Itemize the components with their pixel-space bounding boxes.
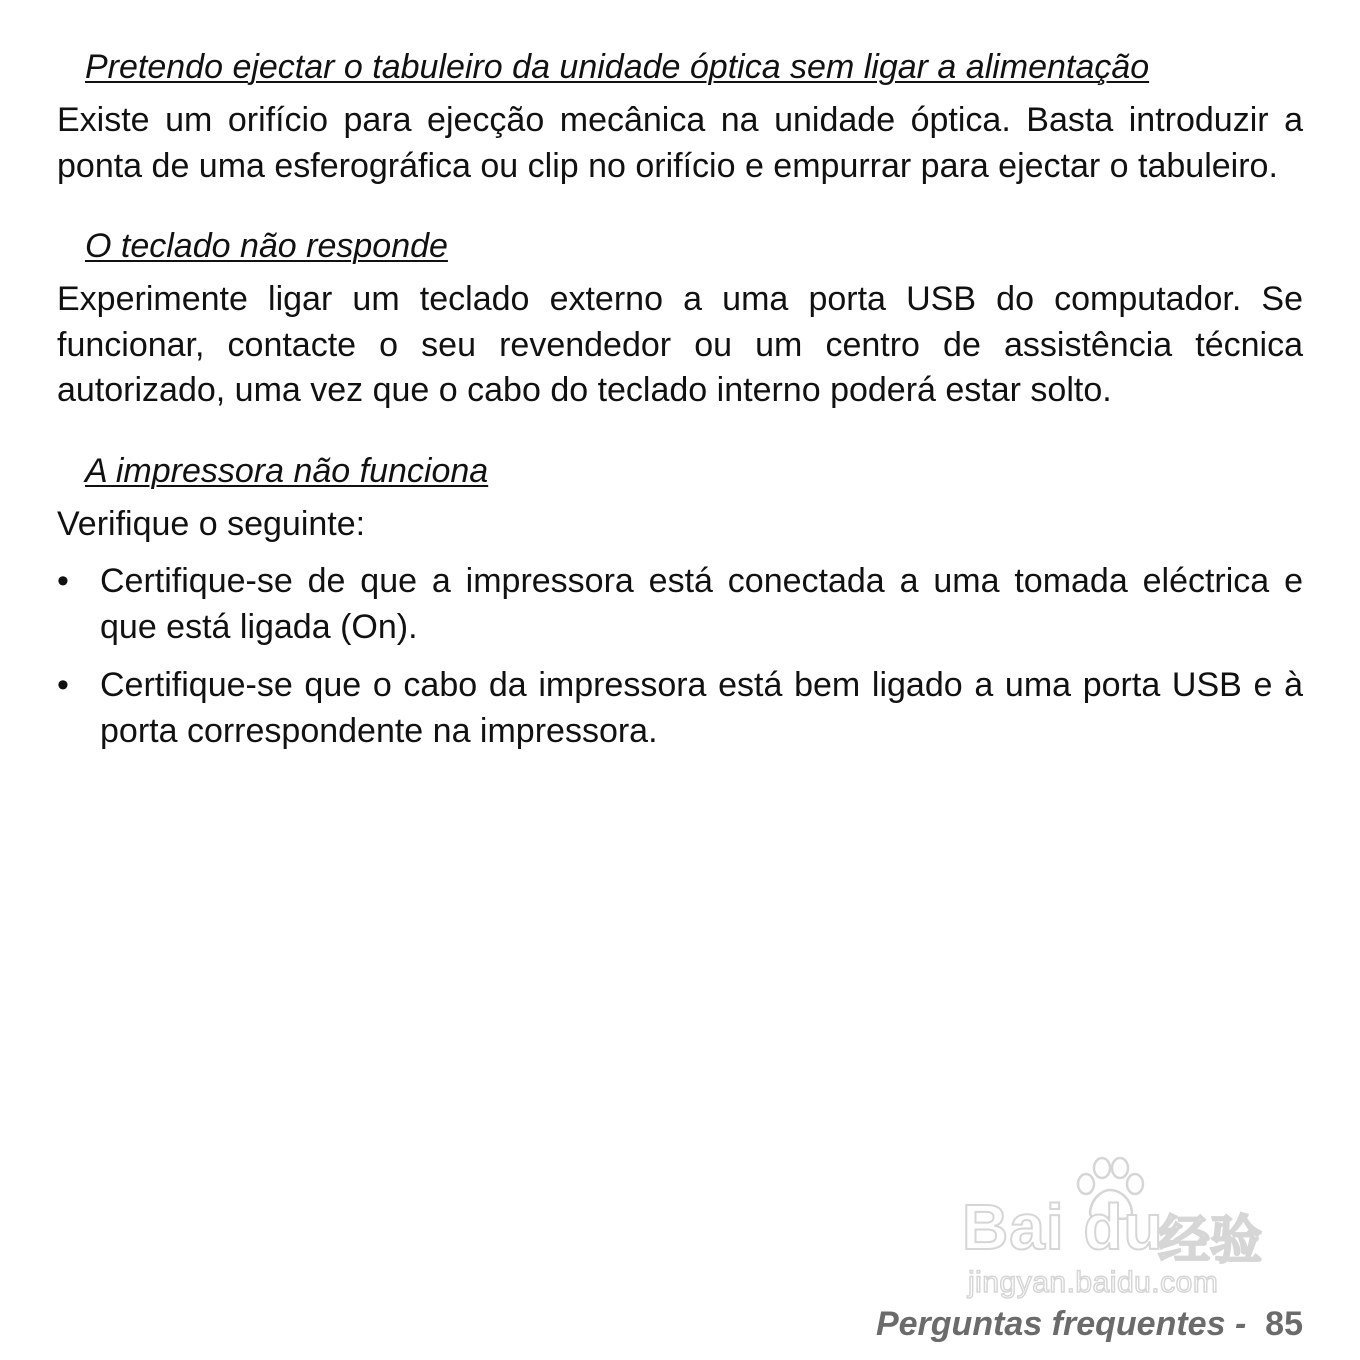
section-heading: O teclado não responde	[85, 227, 448, 265]
section-heading: A impressora não funciona	[85, 451, 489, 490]
page-footer	[876, 1302, 1303, 1346]
watermark-url-text: jingyan.baidu.com	[968, 1266, 1219, 1299]
bullet-list	[57, 559, 1303, 754]
list-item-text: Certifique-se de que a impressora está conectada a uma tomada eléctrica e que está ligada (On).	[100, 562, 1303, 646]
section-heading: Pretendo ejectar o tabuleiro da unidade óptica sem ligar a alimentação	[85, 48, 1150, 86]
section-paragraph: Experimente ligar um teclado externo a uma porta USB do computador. Se funcionar, contacte o seu revendedor ou um centro de assistência técnica autorizado, uma vez que o cabo do teclado interno poderá estar solto.	[57, 280, 1303, 409]
section-printer	[57, 448, 1303, 755]
section-optical-drive	[57, 44, 1303, 189]
watermark-logo-text: Bai du	[962, 1191, 1164, 1263]
bullet-icon: •	[57, 666, 69, 704]
page-number: 85	[1265, 1305, 1303, 1343]
footer-section-label: Perguntas frequentes -	[875, 1305, 1266, 1343]
section-paragraph: Verifique o seguinte:	[57, 504, 366, 543]
bullet-icon: •	[57, 562, 69, 600]
list-item	[57, 663, 1303, 754]
watermark-cn-text: 经验	[1158, 1211, 1263, 1271]
list-item-text: Certifique-se que o cabo da impressora está bem ligado a uma porta USB e à porta correspondente na impressora.	[100, 666, 1303, 750]
section-keyboard	[57, 223, 1303, 414]
section-paragraph: Existe um orifício para ejecção mecânica na unidade óptica. Basta introduzir a ponta de uma esferográfica ou clip no orifício e empurrar para ejectar o tabuleiro.	[57, 101, 1303, 185]
list-item	[57, 559, 1303, 650]
document-page	[57, 44, 1303, 767]
baidu-watermark	[962, 1150, 1282, 1310]
